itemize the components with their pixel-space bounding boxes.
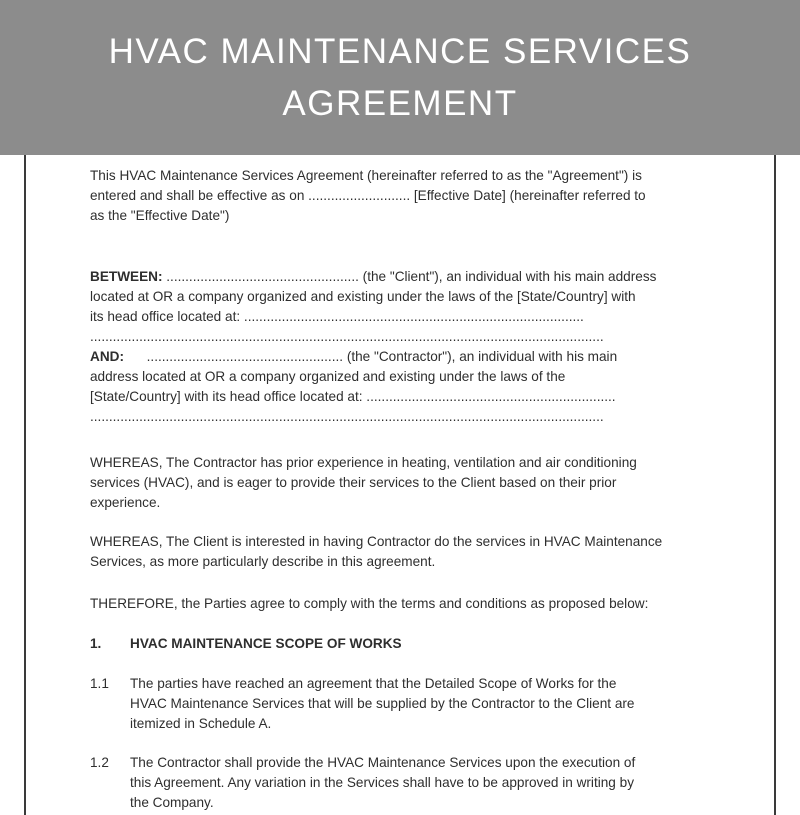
- clause-1-1-number: 1.1: [90, 676, 109, 691]
- between-line-4: ........................................................................................................................................: [90, 329, 604, 344]
- and-block: [90, 347, 712, 427]
- therefore-paragraph: [90, 594, 712, 614]
- title-banner: [0, 0, 800, 155]
- clause-1-1-line-3: itemized in Schedule A.: [130, 716, 272, 731]
- banner-title-line-1: HVAC MAINTENANCE SERVICES: [108, 31, 692, 71]
- and-line-3: [State/Country] with its head office located at: ..................................................................: [90, 389, 616, 404]
- clause-1-2-line-2: this Agreement. Any variation in the Services shall have to be approved in writing by: [130, 775, 635, 790]
- between-line-1: [90, 267, 712, 287]
- and-label: AND:: [90, 349, 124, 364]
- clause-1-2-line-3: the Company.: [130, 795, 214, 810]
- between-line-1-rest: ................................................... (the "Client"), an individual with his main address: [162, 269, 657, 284]
- intro-paragraph: [90, 166, 712, 226]
- between-block: [90, 267, 712, 347]
- and-line-2: address located at OR a company organized and existing under the laws of the: [90, 369, 566, 384]
- intro-line-2: entered and shall be effective as on ........................... [Effective Date] (hereinafter referred to: [90, 188, 646, 203]
- between-line-2: located at OR a company organized and existing under the laws of the [State/Country] with: [90, 289, 636, 304]
- whereas-2-line-2: Services, as more particularly describe in this agreement.: [90, 554, 436, 569]
- and-line-1: [90, 347, 712, 367]
- whereas-1-line-2: services (HVAC), and is eager to provide their services to the Client based on their prior: [90, 475, 617, 490]
- whereas-1-paragraph: [90, 453, 712, 513]
- clause-1-1-line-1: The parties have reached an agreement that the Detailed Scope of Works for the: [130, 676, 617, 691]
- section-1-title: HVAC MAINTENANCE SCOPE OF WORKS: [130, 636, 402, 651]
- clause-1-2-line-1: The Contractor shall provide the HVAC Maintenance Services upon the execution of: [130, 755, 636, 770]
- intro-line-3: as the "Effective Date"): [90, 208, 230, 223]
- therefore-line: THEREFORE, the Parties agree to comply with the terms and conditions as proposed below:: [90, 596, 649, 611]
- clause-1-2-body: [130, 753, 715, 813]
- between-line-3: its head office located at: ..........................................................................................: [90, 309, 584, 324]
- clause-1-1-line-2: HVAC Maintenance Services that will be supplied by the Contractor to the Client are: [130, 696, 635, 711]
- intro-line-1: This HVAC Maintenance Services Agreement (hereinafter referred to as the "Agreement") is: [90, 168, 642, 183]
- whereas-2-line-1: WHEREAS, The Client is interested in having Contractor do the services in HVAC Maintenance: [90, 534, 663, 549]
- clause-1-2-number: 1.2: [90, 755, 109, 770]
- whereas-2-paragraph: [90, 532, 712, 572]
- between-label: BETWEEN:: [90, 269, 163, 284]
- and-line-1-rest: .................................................... (the "Contractor"), an individual with his main: [123, 349, 618, 364]
- whereas-1-line-1: WHEREAS, The Contractor has prior experience in heating, ventilation and air conditioning: [90, 455, 637, 470]
- whereas-1-line-3: experience.: [90, 495, 161, 510]
- section-1-number: 1.: [90, 636, 102, 651]
- banner-title-line-2: AGREEMENT: [282, 83, 518, 123]
- and-line-4: ........................................................................................................................................: [90, 409, 604, 424]
- clause-1-1-body: [130, 674, 715, 734]
